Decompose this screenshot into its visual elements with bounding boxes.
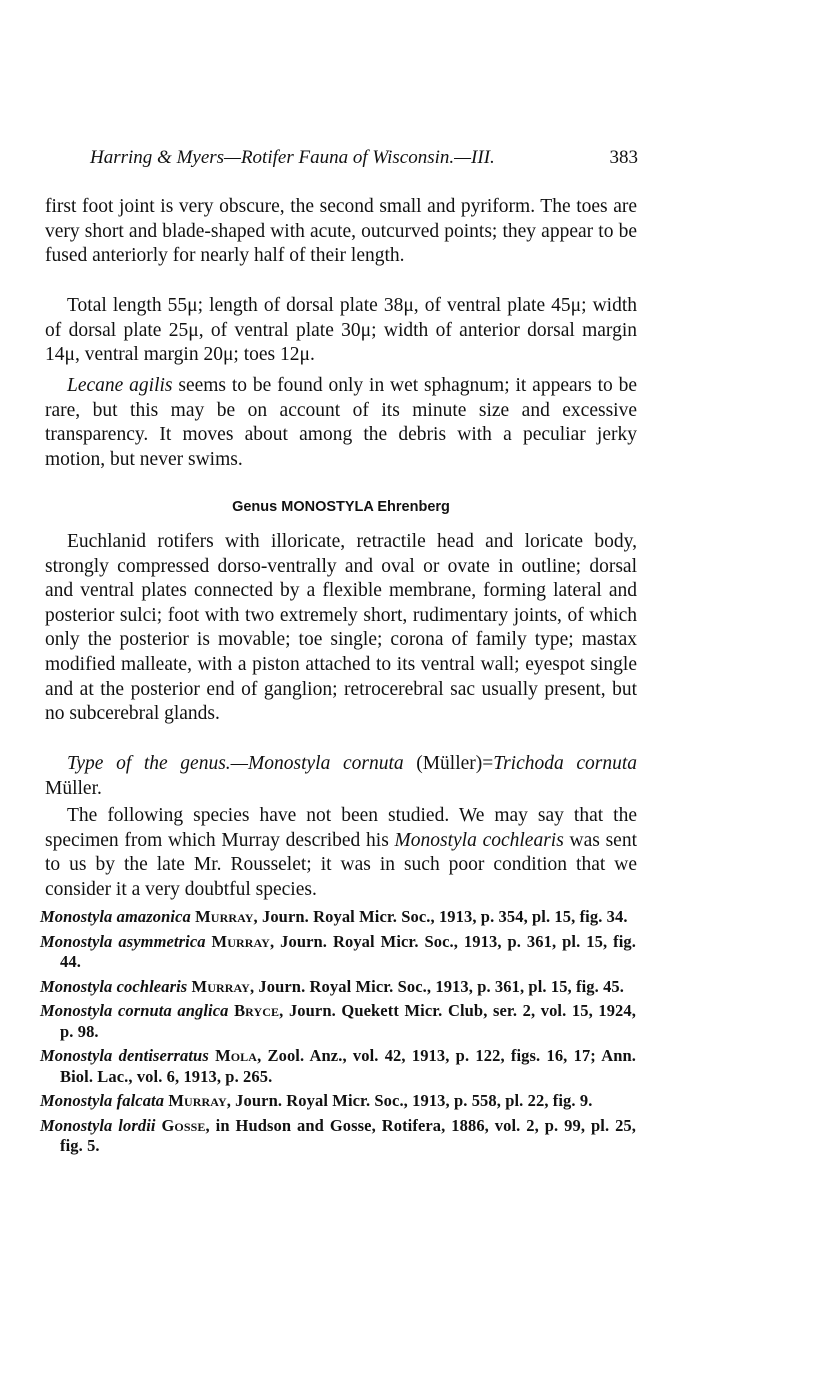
reference-item [40,977,636,998]
type-author: (Müller)= [403,753,494,774]
reference-item [40,1046,636,1087]
running-header [90,146,638,172]
reference-species: Monostyla lordii [40,1115,156,1135]
paragraph-text-end: was sent to us by the late Mr. Rousselet; it was in such poor condition that we consider it a very doubtful species. [45,829,637,900]
reference-species: Monostyla amazonica [40,907,191,926]
reference-author: Murray [168,1091,227,1110]
reference-author: Murray [195,907,254,926]
reference-list [40,907,636,1161]
synonym-author: Müller. [45,777,102,799]
reference-author: Murray [211,931,270,951]
reference-citation: , Journ. Royal Micr. Soc., 1913, p. 361, pl. 15, fig. 45. [249,976,624,996]
reference-species: Monostyla dentiserratus [40,1046,209,1065]
reference-citation: , Journ. Royal Micr. Soc., 1913, p. 354, pl. 15, fig. 34. [253,907,628,926]
paragraph-lecane-agilis [45,374,637,472]
reference-species: Monostyla asymmetrica [40,931,206,951]
paragraph-text: seems to be found only in wet sphagnum; it appears to be rare, but this may be on account of its minute size and excessive transparency. It moves about among the debris with a peculiar jerky motion, but never swims. [45,375,638,470]
paragraph-unstudied-species [45,804,637,902]
paragraph-measurements: Total length 55μ; length of dorsal plate 38μ, of ventral plate 45μ; width of dorsal plate 25μ, of ventral plate 30μ; width of anterior dorsal margin 14μ, ventral margin 20μ; toes 12μ. [45,295,637,366]
reference-species: Monostyla cornuta anglica [40,1001,229,1020]
reference-item [40,907,636,928]
reference-item [40,1001,636,1042]
reference-citation: , Journ. Royal Micr. Soc., 1913, p. 558, pl. 22, fig. 9. [226,1091,593,1110]
reference-citation: , Journ. Royal Micr. Soc., 1913, p. 361, pl. 15, fig. 44. [60,931,636,971]
reference-author: Gosse [161,1115,206,1135]
page-number: 383 [609,147,638,168]
paragraph-text-start: The following species have not been studied. We may say that the specimen from which Murray described his [45,805,637,851]
reference-citation: , in Hudson and Gosse, Rotifera, 1886, vol. 2, p. 99, pl. 25, fig. 5. [60,1115,636,1155]
reference-author: Murray [191,976,250,996]
type-label: Type of the genus.—Monostyla cornuta [67,753,404,774]
reference-author: Mola [215,1046,258,1065]
reference-item [40,1116,636,1157]
species-name: Lecane agilis [67,375,173,396]
paragraph-foot-description: first foot joint is very obscure, the second small and pyriform. The toes are very short and blade-shaped with acute, outcurved points; they appear to be fused anteriorly for nearly half of their length. [45,196,637,267]
reference-item [40,1091,636,1112]
reference-citation: , Journ. Quekett Micr. Club, ser. 2, vol. 15, 1924, p. 98. [60,1001,636,1041]
reference-item [40,932,636,973]
paragraph-genus-description: Euchlanid rotifers with illoricate, retractile head and loricate body, strongly compressed dorso-ventrally and oval or ovate in outline; dorsal and ventral plates connected by a flexible membrane, forming lateral and posterior sulci; foot with two extremely short, rudimentary joints, of which only the posterior is movable; toe single; corona of family type; mastax modified malleate, with a piston attached to its ventral wall; eyespot single and at the posterior end of ganglion; retrocerebral sac usually present, but no subcerebral glands. [45,531,637,725]
running-title: Harring & Myers—Rotifer Fauna of Wisconsin.—III. [90,147,495,168]
reference-species: Monostyla cochlearis [40,976,188,996]
synonym-name: Trichoda cornuta [493,753,638,774]
species-name: Monostyla cochlearis [394,829,564,851]
reference-citation: , Zool. Anz., vol. 42, 1913, p. 122, figs. 16, 17; Ann. Biol. Lac., vol. 6, 1913, p. 265. [60,1046,636,1086]
reference-species: Monostyla falcata [40,1091,165,1110]
reference-author: Bryce [234,1001,280,1020]
paragraph-type-of-genus [45,752,637,801]
genus-heading: Genus MONOSTYLA Ehrenberg [232,499,450,515]
